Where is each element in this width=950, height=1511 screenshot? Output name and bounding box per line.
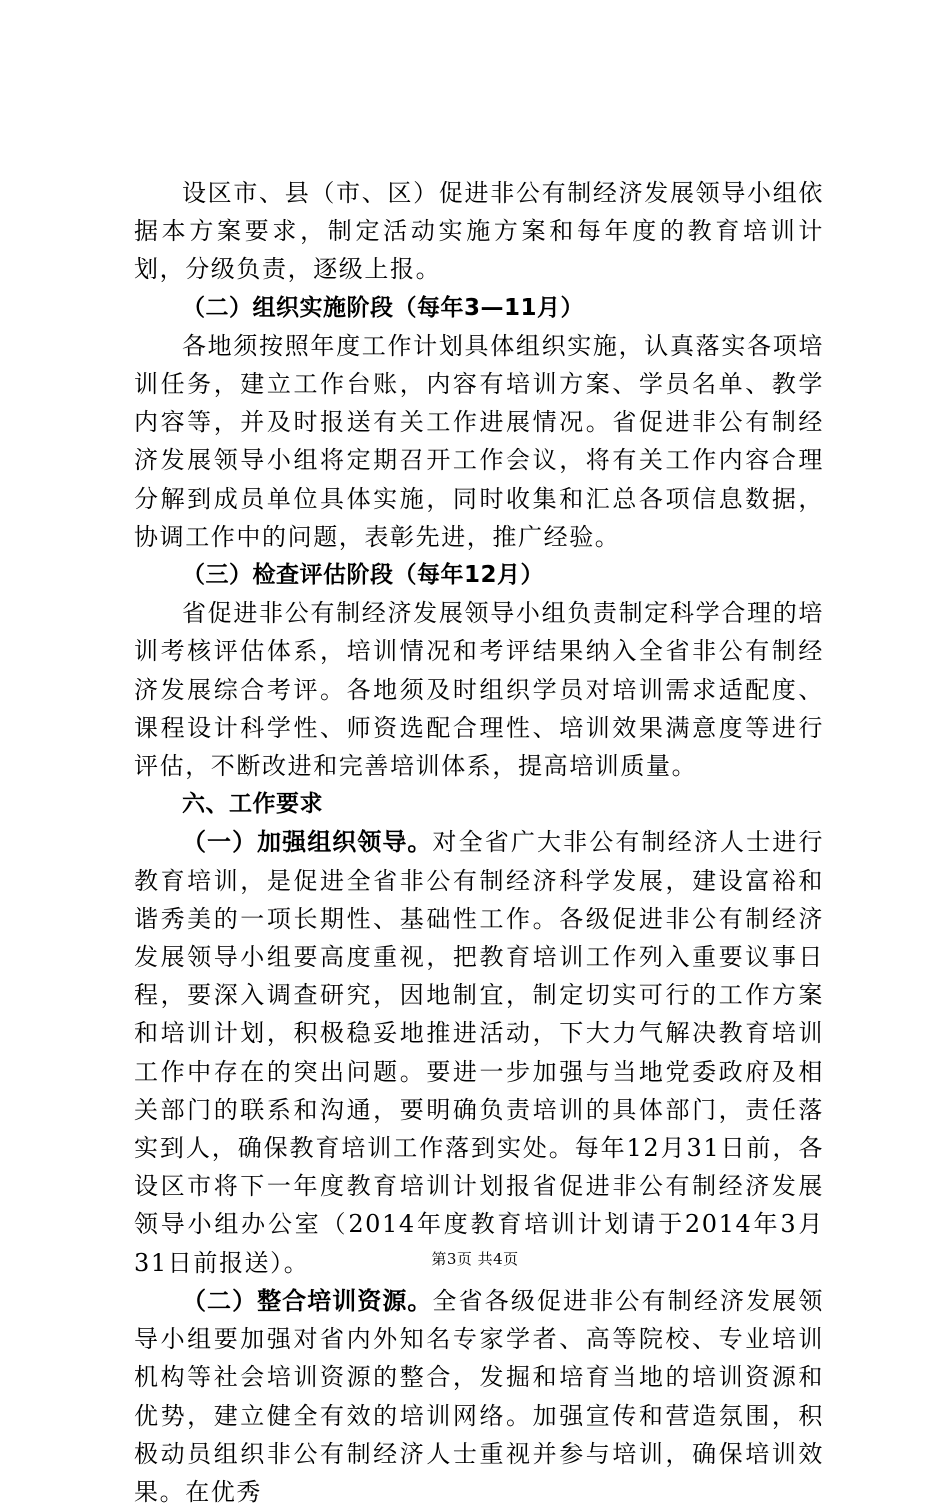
paragraph-organization-leadership bbox=[134, 823, 824, 1281]
heading-implementation-stage: （二）组织实施阶段（每年3—11月） bbox=[182, 294, 585, 321]
page-footer: 第3页 共4页 bbox=[431, 1250, 519, 1268]
lead-training-resources: （二）整合培训资源。 bbox=[182, 1286, 433, 1315]
paragraph-plan-reporting: 设区市、县（市、区）促进非公有制经济发展领导小组依据本方案要求，制定活动实施方案和每年度的教育培训计划，分级负责，逐级上报。 bbox=[134, 179, 824, 284]
lead-organization-leadership: （一）加强组织领导。 bbox=[182, 828, 433, 857]
paragraph-training-resources bbox=[134, 1282, 824, 1511]
paragraph-evaluation: 省促进非公有制经济发展领导小组负责制定科学合理的培训考核评估体系，培训情况和考评结果纳入全省非公有制经济发展综合考评。各地须及时组织学员对培训需求适配度、课程设计科学性、师资选配合理性、培训效果满意度等进行评估，不断改进和完善培训体系，提高培训质量。 bbox=[134, 599, 824, 781]
text-training-resources: 全省各级促进非公有制经济发展领导小组要加强对省内外知名专家学者、高等院校、专业培训机构等社会培训资源的整合，发掘和培育当地的培训资源和优势，建立健全有效的培训网络。加强宣传和营造氛围，积极动员组织非公有制经济人士重视并参与培训，确保培训效果。在优秀 bbox=[134, 1286, 825, 1506]
heading-evaluation-stage: （三）检查评估阶段（每年12月） bbox=[182, 562, 545, 589]
heading-work-requirements: 六、工作要求 bbox=[182, 791, 323, 818]
paragraph-implementation: 各地须按照年度工作计划具体组织实施，认真落实各项培训任务，建立工作台账，内容有培训方案、学员名单、教学内容等，并及时报送有关工作进展情况。省促进非公有制经济发展领导小组将定期召开工作会议，将有关工作内容合理分解到成员单位具体实施，同时收集和汇总各项信息数据，协调工作中的问题，表彰先进，推广经验。 bbox=[134, 331, 824, 551]
text-organization-leadership: 对全省广大非公有制经济人士进行教育培训，是促进全省非公有制经济科学发展，建设富裕和谐秀美的一项长期性、基础性工作。各级促进非公有制经济发展领导小组要高度重视，把教育培训工作列入重要议事日程，要深入调查研究，因地制宜，制定切实可行的工作方案和培训计划，积极稳妥地推进活动，下大力气解决教育培训工作中存在的突出问题。要进一步加强与当地党委政府及相关部门的联系和沟通，要明确负责培训的具体部门，责任落实到人，确保教育培训工作落到实处。每年12月31日前，各设区市将下一年度教育培训计划报省促进非公有制经济发展领导小组办公室（2014年度教育培训计划请于2014年3月31日前报送）。 bbox=[134, 828, 825, 1277]
document-body bbox=[134, 174, 824, 1511]
